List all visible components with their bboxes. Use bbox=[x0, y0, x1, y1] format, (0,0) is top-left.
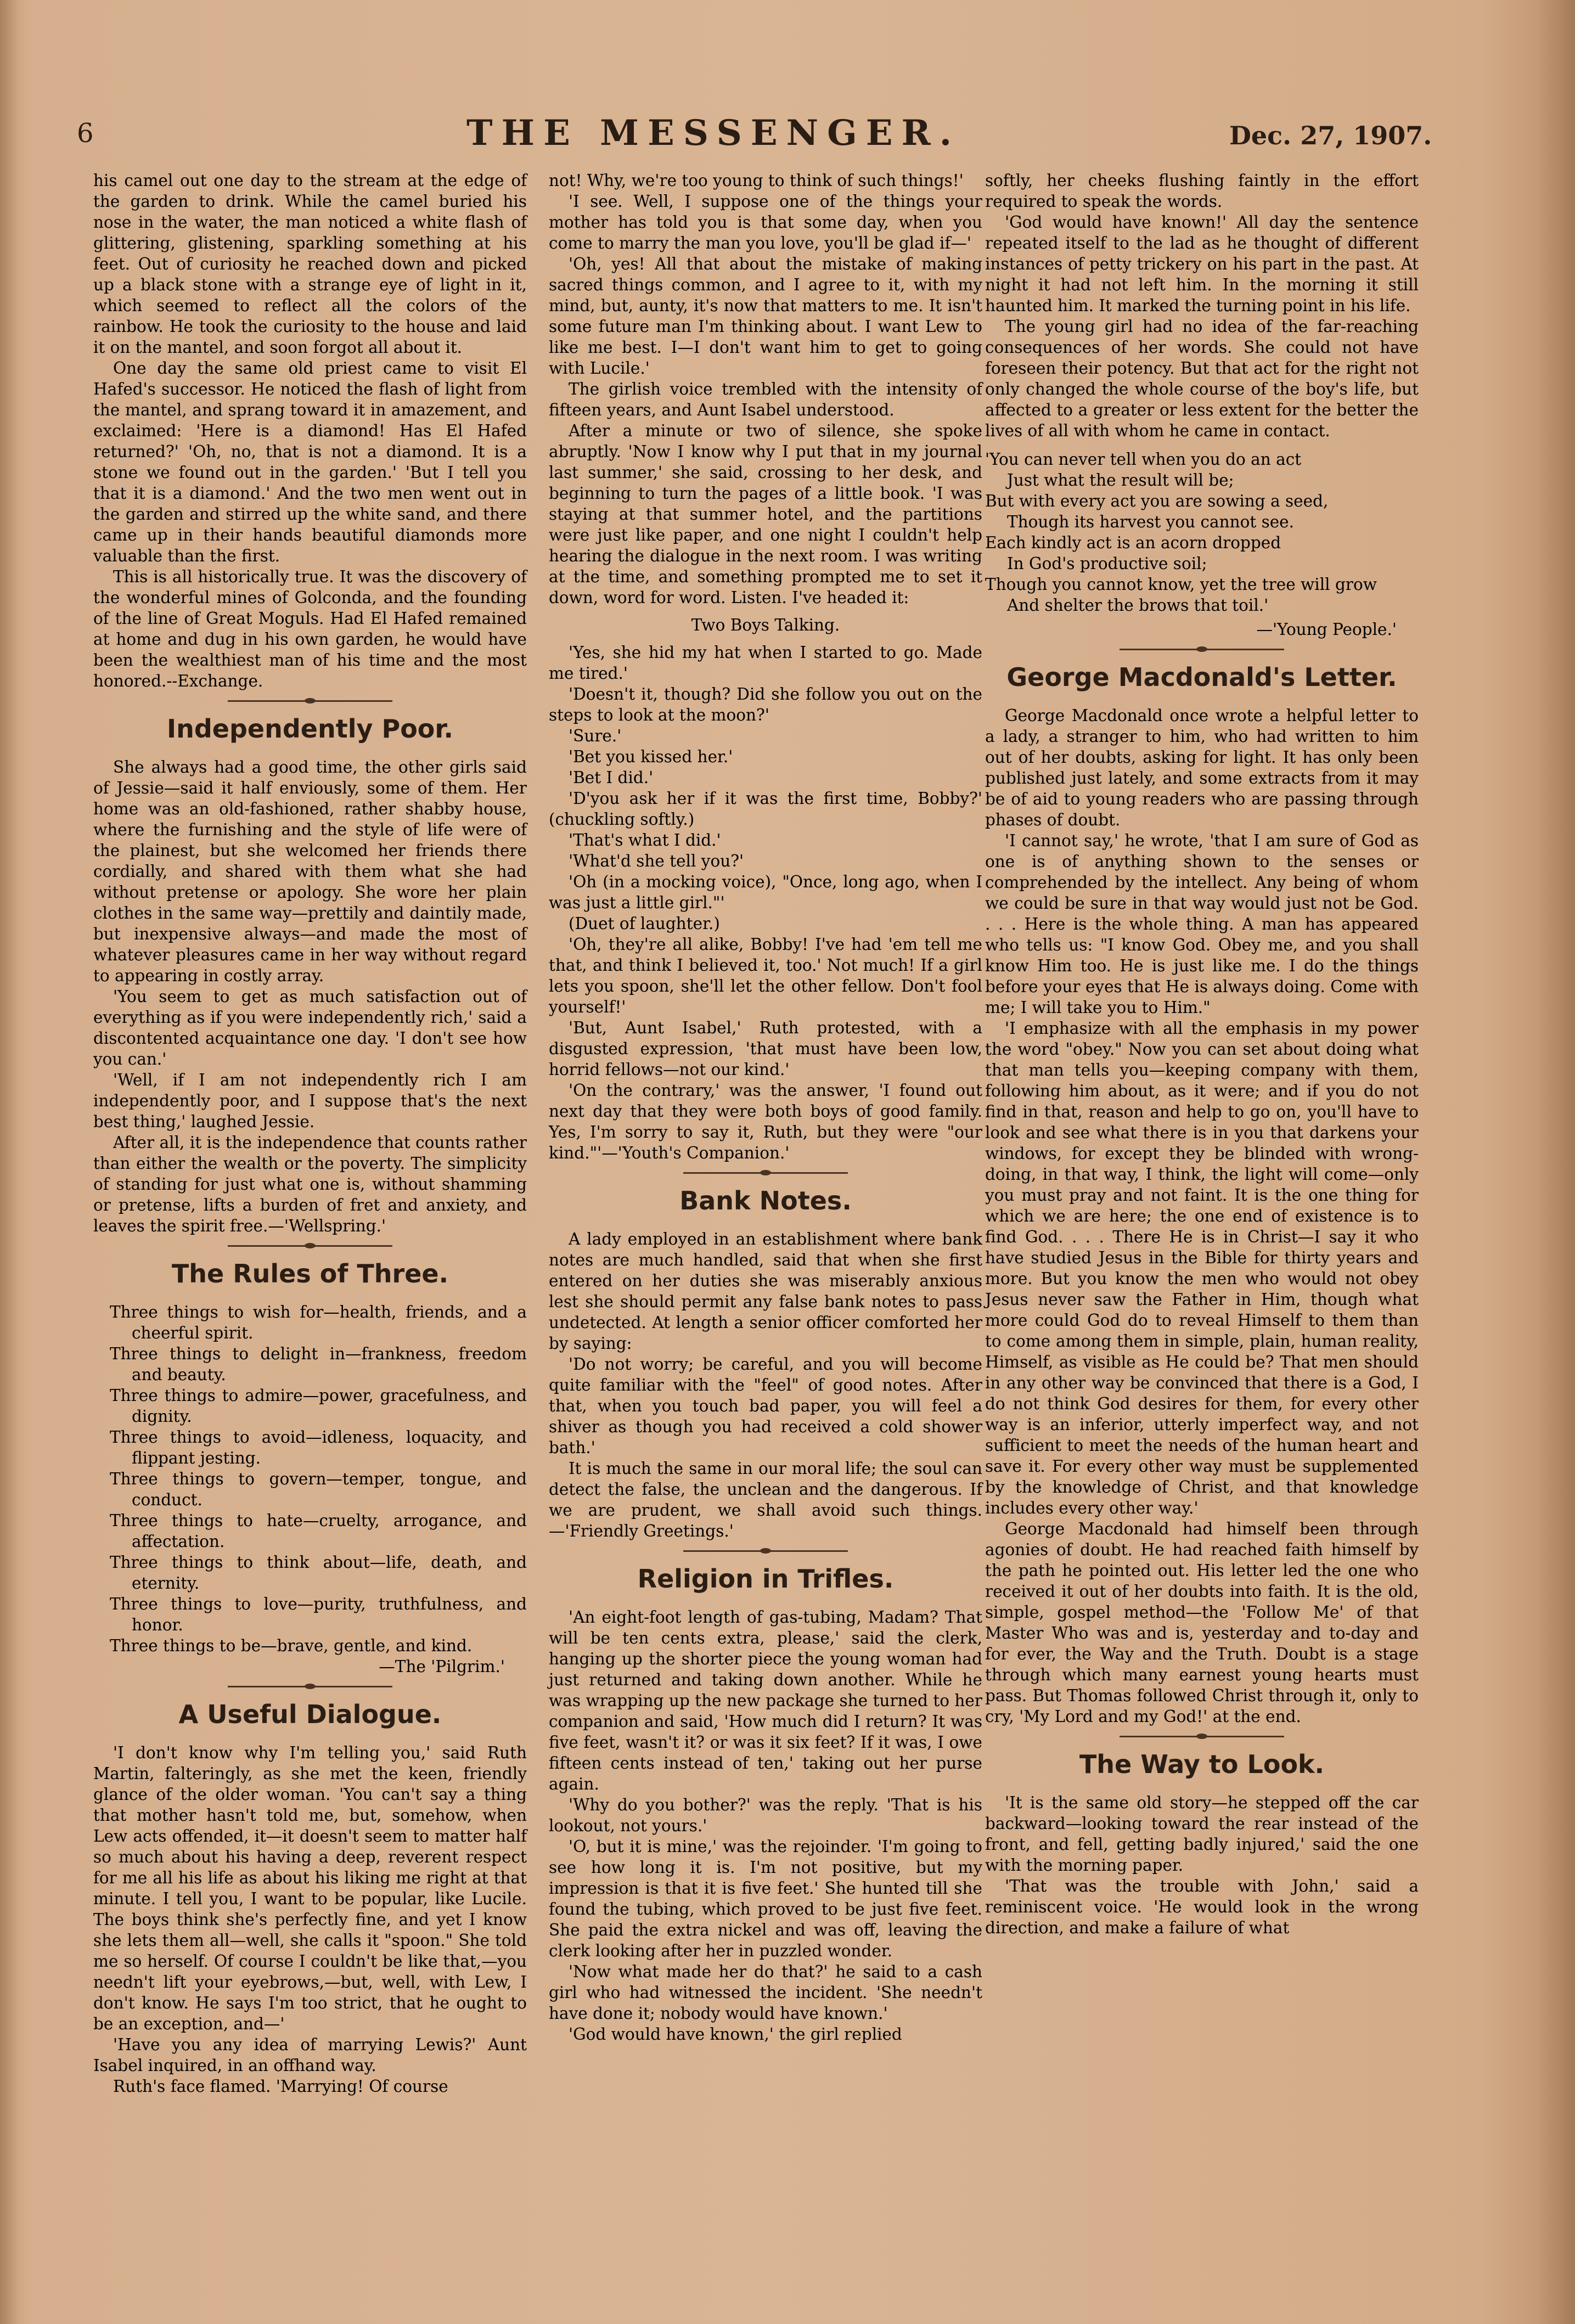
article-title-independently-poor: Independently Poor. bbox=[166, 714, 453, 744]
poem-line: Each kindly act is an acorn dropped bbox=[985, 533, 1281, 552]
paragraph: not! Why, we're too young to think of such things!' bbox=[549, 171, 964, 190]
poem bbox=[985, 449, 1419, 616]
paragraph: 'Well, if I am not independently rich I am independently poor, and I suppose that's the next best thing,' laughed Jessie. bbox=[93, 1071, 527, 1131]
rule-line: Three things to love—purity, truthfulness, and honor. bbox=[110, 1595, 527, 1634]
paragraph: 'You seem to get as much satisfaction out of everything as if you were independently rich,' said a discontented acquaintance one day. 'I don't see how you can.' bbox=[93, 987, 527, 1068]
paragraph: 'Why do you bother?' was the reply. 'That is his lookout, not yours.' bbox=[549, 1796, 982, 1835]
column-3 bbox=[985, 170, 1419, 1938]
article-title-bank-notes: Bank Notes. bbox=[679, 1186, 852, 1216]
article-title-religion-in-trifles: Religion in Trifles. bbox=[637, 1564, 894, 1594]
section-divider bbox=[1120, 1736, 1284, 1737]
poem-line: 'You can never tell when you do an act bbox=[985, 450, 1302, 469]
section-divider bbox=[1120, 649, 1284, 650]
attribution: —'Young People.' bbox=[1256, 620, 1397, 639]
paragraph: softly, her cheeks flushing faintly in the effort required to speak the words. bbox=[985, 171, 1419, 211]
dialogue-line: 'D'you ask her if it was the first time, Bobby?' (chuckling softly.) bbox=[549, 789, 982, 829]
article-title-way-to-look: The Way to Look. bbox=[1079, 1749, 1325, 1779]
rule-line: Three things to think about—life, death, and eternity. bbox=[110, 1553, 527, 1593]
paragraph: She always had a good time, the other girls said of Jessie—said it half enviously, some of them. Her home was an old-fashioned, rather shabby house, where the furnishing and the style of life were of the plainest, but she welcomed her friends there cordially, and shared with them what she had without pretense or apology. She wore her plain clothes in the same way—prettily and daintily made, but inexpensive always—and made the most of whatever pleasures came in her way without regard to appearing in costly array. bbox=[93, 758, 527, 985]
poem-line: In God's productive soil; bbox=[1007, 554, 1207, 573]
dialogue-line: 'On the contrary,' was the answer, 'I found out next day that they were both boys of good family. Yes, I'm sorry to say it, Ruth, but they were "our kind."'—'Youth's Companion.' bbox=[549, 1081, 982, 1162]
paragraph: The young girl had no idea of the far-reaching consequences of her words. She could not have foreseen their potency. But that act for the right not only changed the whole course of the boy's life, but affected to a greater or less extent for the better the lives of all with whom he came in contact. bbox=[985, 317, 1419, 440]
rule-line: Three things to avoid—idleness, loquacity, and flippant jesting. bbox=[110, 1428, 527, 1467]
rule-line: Three things to delight in—frankness, freedom and beauty. bbox=[110, 1344, 527, 1384]
paragraph: A lady employed in an establishment where bank notes are much handled, said that when she first entered on her duties she was miserably anxious lest she should permit any false bank notes to pass undetected. At length a senior officer comforted her by saying: bbox=[549, 1230, 982, 1353]
paragraph: After a minute or two of silence, she spoke abruptly. 'Now I know why I put that in my journal last summer,' she said, crossing to her desk, and beginning to turn the pages of a little book. 'I was staying at that summer hotel, and the partitions were just like paper, and one night I couldn't help hearing the dialogue in the next room. I was writing at the time, and something prompted me to set it down, word for word. Listen. I've headed it: bbox=[549, 421, 982, 607]
column-2 bbox=[549, 170, 982, 2045]
paragraph: 'God would have known!' All day the sentence repeated itself to the lad as he thought of different instances of petty trickery on his part in the past. At night it had not left him. In the morning it still haunted him. It marked the turning point in his life. bbox=[985, 213, 1419, 315]
poem-line: But with every act you are sowing a seed, bbox=[985, 492, 1329, 510]
dialogue-line: 'That's what I did.' bbox=[569, 831, 721, 849]
page-number: 6 bbox=[77, 118, 94, 149]
paragraph: 'I emphasize with all the emphasis in my power the word "obey." Now you can set about doing what that man tells you—keeping company with them, following him about, as it were; and if you do not find in that, reason and help to go on, you'll have to look and see what there is in you that darkens your windows, for except they be blinded with wrong-doing, in that way, I think, the light will come—only you must pray and not faint. It is the one thing for which we are here; the one end of existence is to find God. . . . There He is in Christ—I say it who have studied Jesus in the Bible for thirty years and more. But you know the men who would not obey Jesus never saw the Father in Him, though what more could God do to reveal Himself to them than to come among them in simple, plain, human reality, Himself, as visible as He could be? That men should in any other way be convinced that there is a God, I do not think God desires for them, for every other way is an inferior, utterly imperfect way, and not sufficient to meet the needs of the human heart and save it. For every other way must be supplemented by the knowledge of Christ, and that knowledge includes every other way.' bbox=[985, 1019, 1419, 1517]
paragraph: One day the same old priest came to visit El Hafed's successor. He noticed the flash of light from the mantel, and sprang toward it in amazement, and exclaimed: 'Here is a diamond! Has El Hafed returned?' 'Oh, no, that is not a diamond. It is a stone we found out in the garden.' 'But I tell you that it is a diamond.' And the two men went out in the garden and stirred up the white sand, and there came up in their hands beautiful diamonds more valuable than the first. bbox=[93, 359, 527, 565]
rule-line: Three things to admire—power, gracefulness, and dignity. bbox=[110, 1386, 527, 1426]
paragraph: 'Now what made her do that?' he said to a cash girl who had witnessed the incident. 'She needn't have done it; nobody would have known.' bbox=[549, 1962, 982, 2023]
paragraph: 'Have you any idea of marrying Lewis?' Aunt Isabel inquired, in an offhand way. bbox=[93, 2035, 527, 2075]
poem-line: Just what the result will be; bbox=[1007, 471, 1234, 489]
paragraph: 'I see. Well, I suppose one of the things your mother has told you is that some day, when you come to marry the man you love, you'll be glad if—' bbox=[549, 192, 982, 252]
rule-line: Three things to wish for—health, friends, and a cheerful spirit. bbox=[110, 1303, 527, 1342]
paragraph: his camel out one day to the stream at the edge of the garden to drink. While the camel buried his nose in the water, the man noticed a white flash of glittering, glistening, sparkling something at his feet. Out of curiosity he reached down and picked up a black stone with a strange eye of light in it, which seemed to reflect all the colors of the rainbow. He took the curiosity to the house and laid it on the mantel, and soon forgot all about it. bbox=[93, 171, 527, 357]
paragraph: 'Oh, yes! All that about the mistake of making sacred things common, and I agree to it, with my mind, but, aunty, it's now that matters to me. It isn't some future man I'm thinking about. I want Lew to like me best. I—I don't want him to get to going with Lucile.' bbox=[549, 255, 982, 378]
paragraph: 'I cannot say,' he wrote, 'that I am sure of God as one is of anything shown to the senses or comprehended by the intellect. Any being of whom we could be sure in that way would just not be God. . . . Here is the whole thing. A man has appeared who tells us: "I know God. Obey me, and you shall know Him too. He is just like me. I do the things before your eyes that He is always doing. Come with me; I will take you to Him." bbox=[985, 831, 1419, 1017]
paragraph: 'It is the same old story—he stepped off the car backward—looking toward the rear instead of the front, and fell, getting badly injured,' said the one with the morning paper. bbox=[985, 1793, 1419, 1875]
rule-line: Three things to be—brave, gentle, and kind. bbox=[110, 1636, 473, 1655]
dialogue-line: 'Doesn't it, though? Did she follow you out on the steps to look at the moon?' bbox=[549, 685, 982, 724]
dialogue-line: 'Bet you kissed her.' bbox=[569, 747, 733, 766]
article-title-rules-of-three: The Rules of Three. bbox=[171, 1259, 449, 1288]
rule-line: Three things to hate—cruelty, arrogance, and affectation. bbox=[110, 1511, 527, 1551]
paragraph: 'O, but it is mine,' was the rejoinder. 'I'm going to see how long it is. I'm not positive, but my impression is that it is five feet.' She hunted till she found the tubing, which proved to be just five feet. She paid the extra nickel and was off, leaving the clerk looking after her in puzzled wonder. bbox=[549, 1837, 982, 1960]
section-divider bbox=[683, 1172, 848, 1174]
section-divider bbox=[683, 1550, 848, 1552]
paragraph: After all, it is the independence that counts rather than either the wealth or the poverty. The simplicity of standing for just what one is, without shamming or pretense, lifts a burden of fret and anxiety, and leaves the spirit free.—'Wellspring.' bbox=[93, 1133, 527, 1235]
dialogue-line: 'What'd she tell you?' bbox=[569, 852, 744, 870]
rule-line: Three things to govern—temper, tongue, and conduct. bbox=[110, 1470, 527, 1509]
paragraph: This is all historically true. It was the discovery of the wonderful mines of Golconda, and the founding of the line of Great Moguls. Had El Hafed remained at home and dug in his own garden, he would have been the wealthiest man of his time and the most honored.--Exchange. bbox=[93, 567, 527, 690]
dialogue-line: 'Yes, she hid my hat when I started to go. Made me tired.' bbox=[549, 643, 982, 683]
poem-line: And shelter the brows that toil.' bbox=[1007, 596, 1269, 615]
dialogue-line: 'Bet I did.' bbox=[569, 768, 654, 787]
poem-line: Though its harvest you cannot see. bbox=[1007, 513, 1295, 531]
poem-line: Though you cannot know, yet the tree will grow bbox=[985, 575, 1377, 594]
section-divider bbox=[228, 700, 392, 702]
paragraph: 'God would have known,' the girl replied bbox=[569, 2025, 902, 2044]
article-title-useful-dialogue: A Useful Dialogue. bbox=[178, 1700, 442, 1729]
paragraph: 'An eight-foot length of gas-tubing, Madam? That will be ten cents extra, please,' said the clerk, hanging up the shorter piece the young woman had just returned and taking down another. While he was wrapping up the new package she turned to her companion and said, 'How much did I return? It was five feet, wasn't it? or was it six feet? If it was, I owe fifteen cents instead of ten,' taking out her purse again. bbox=[549, 1608, 982, 1793]
article-title-macdonald-letter: George Macdonald's Letter. bbox=[1006, 662, 1397, 692]
attribution: —The 'Pilgrim.' bbox=[379, 1657, 505, 1676]
dialogue-line: 'Sure.' bbox=[569, 727, 622, 745]
section-divider bbox=[228, 1686, 392, 1687]
column-1 bbox=[93, 170, 527, 2097]
subheading: Two Boys Talking. bbox=[691, 616, 840, 634]
paragraph: George Macdonald had himself been through agonies of doubt. He had reached faith himself by the path he pointed out. His letter led the one who received it out of her doubts into faith. It is the old, simple, gospel method—the 'Follow Me' of that Master Who was and is, yesterday and to-day and for ever, the Way and the Truth. Doubt is a stage through which many earnest young hearts must pass. But Thomas followed Christ through it, only to cry, 'My Lord and my God!' at the end. bbox=[985, 1520, 1419, 1726]
dialogue-line: (Duet of laughter.) bbox=[569, 914, 720, 933]
paragraph: 'I don't know why I'm telling you,' said Ruth Martin, falteringly, as she met the keen, friendly glance of the older woman. 'You can't say a thing that mother hasn't told me, but, somehow, when Lew acts offended, it—it doesn't seem to matter half so much about his having a deep, reverent respect for me all his life as about his liking me right at that minute. I tell you, I want to be popular, like Lucile. The boys think she's perfectly fine, and yet I know she lets them all—well, she calls it "spoon." She told me so herself. Of course I couldn't be like that,—you needn't lift your eyebrows,—but, well, with Lew, I don't know. He says I'm too strict, that he ought to be an exception, and—' bbox=[93, 1743, 527, 2033]
paragraph: The girlish voice trembled with the intensity of fifteen years, and Aunt Isabel understood. bbox=[549, 380, 982, 419]
paragraph: 'That was the trouble with John,' said a reminiscent voice. 'He would look in the wrong direction, and make a failure of what bbox=[985, 1877, 1419, 1937]
dialogue-line: 'Oh (in a mocking voice), "Once, long ago, when I was just a little girl."' bbox=[549, 873, 982, 912]
paragraph: Ruth's face flamed. 'Marrying! Of course bbox=[113, 2077, 448, 2096]
paragraph: George Macdonald once wrote a helpful letter to a lady, a stranger to him, who had written to him out of her doubts, asking for light. It has only been published just lately, and some extracts from it may be of aid to young readers who are passing through phases of doubt. bbox=[985, 706, 1419, 829]
paragraph: It is much the same in our moral life; the soul can detect the false, the unclean and the dangerous. If we are prudent, we shall avoid such things.—'Friendly Greetings.' bbox=[549, 1459, 982, 1540]
dialogue-line: 'But, Aunt Isabel,' Ruth protested, with a disgusted expression, 'that must have been low, horrid fellows—not our kind.' bbox=[549, 1018, 982, 1079]
masthead: THE MESSENGER. bbox=[466, 112, 960, 154]
dialogue-line: 'Oh, they're all alike, Bobby! I've had 'em tell me that, and think I believed it, too.' Not much! If a girl lets you spoon, she'll let the other fellow. Don't fool yourself!' bbox=[549, 935, 982, 1016]
issue-date: Dec. 27, 1907. bbox=[1229, 121, 1432, 150]
paragraph: 'Do not worry; be careful, and you will become quite familiar with the "feel" of good notes. After that, when you touch bad paper, you will feel a shiver as though you had received a cold shower bath.' bbox=[549, 1355, 982, 1457]
section-divider bbox=[228, 1245, 392, 1247]
